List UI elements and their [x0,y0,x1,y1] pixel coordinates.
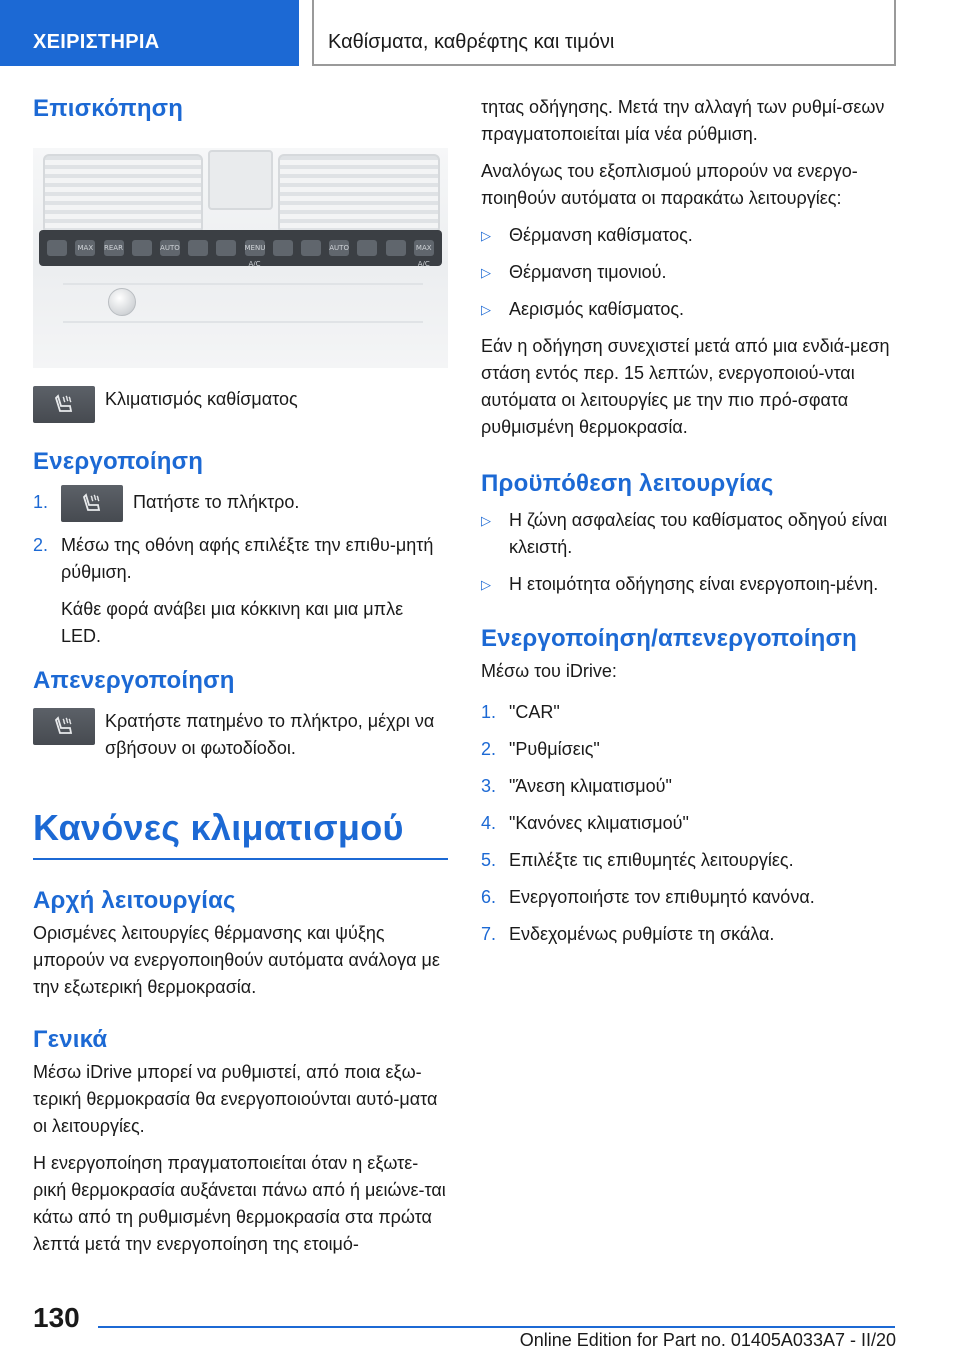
list-item-text: Θέρμανση καθίσματος. [509,225,693,245]
onoff-heading: Ενεργοποίηση/απενεργοποίηση [481,625,857,652]
panel-button: MAX [75,240,95,256]
step-number: 2. [33,535,49,555]
panel-button [132,240,152,256]
icon-caption: Κλιματισμός καθίσματος [105,389,298,409]
panel-button [216,240,236,256]
section-tab: ΧΕΙΡΙΣΤΗΡΙΑ [0,0,299,66]
activation-heading: Ενεργοποίηση [33,448,204,475]
deactivation-row [33,708,448,762]
page-number: 130 [33,1302,80,1333]
list-item [481,810,896,837]
list-item-text: Θέρμανση τιμονιού. [509,262,667,282]
principle-heading: Αρχή λειτουργίας [33,887,236,914]
step-text: "CAR" [509,702,560,722]
onoff-steps [481,699,896,948]
panel-button [188,240,208,256]
step-text: "Άνεση κλιματισμού" [509,776,672,796]
prerequisite-list [481,507,896,598]
bullet-triangle-icon: ▷ [481,577,491,592]
onoff-intro: Μέσω του iDrive: [481,661,617,681]
list-item [481,296,896,323]
panel-button: AUTO [160,240,180,256]
continuation-paragraph: Εάν η οδήγηση συνεχιστεί μετά από μια ενδιά-μεση στάση εντός περ. 15 λεπτών, ενεργοποιού-νται αυτόματα οι λειτουργίες με την πιο πρό-σφατα ρυθμισμένη θερμοκρασία. [481,336,890,437]
step-number: 6. [481,887,497,907]
panel-button [386,240,406,256]
step-text: Ενεργοποιήστε τον επιθυμητό κανόνα. [509,887,815,907]
seat-ventilation-icon [33,386,95,423]
step-text: "Ρυθμίσεις" [509,739,600,759]
right-column [481,94,896,964]
step-note: Κάθε φορά ανάβει μια κόκκινη και μια μπλε LED. [61,599,404,646]
rules-heading: Κανόνες κλιματισμού [33,807,404,848]
equipment-paragraph: Αναλόγως του εξοπλισμού μπορούν να ενεργο-ποιηθούν αυτόματα οι παρακάτω λειτουργίες: [481,161,858,208]
panel-button [273,240,293,256]
air-vent-right [278,154,440,234]
general-heading: Γενικά [33,1026,108,1053]
panel-button: MAX A/C [414,240,434,256]
left-column [33,94,448,1268]
center-display [208,150,273,210]
panel-button [357,240,377,256]
list-item-text: Αερισμός καθίσματος. [509,299,685,319]
chapter-title: Καθίσματα, καθρέφτης και τιμόνι [312,0,896,66]
list-item [481,222,896,249]
list-item-text: Η ζώνη ασφαλείας του καθίσματος οδηγού είναι κλειστή. [509,510,888,557]
seat-ventilation-icon [33,708,95,745]
list-item [481,571,896,598]
panel-button [47,240,67,256]
list-item [481,847,896,874]
page-header [0,0,960,66]
list-item [481,773,896,800]
list-item [481,259,896,286]
step-number: 1. [33,492,49,512]
bullet-triangle-icon: ▷ [481,265,491,280]
step-number: 7. [481,924,497,944]
climate-panel-photo [33,148,448,368]
climate-control-strip [39,230,442,266]
step-number: 5. [481,850,497,870]
step-number: 4. [481,813,497,833]
air-vent-left [43,154,203,234]
list-item [481,884,896,911]
prerequisite-heading: Προϋπόθεση λειτουργίας [481,470,774,497]
seat-ventilation-icon [61,485,123,522]
bullet-triangle-icon: ▷ [481,513,491,528]
continued-paragraph: τητας οδήγησης. Μετά την αλλαγή των ρυθμί-σεων πραγματοποιείται μία νέα ρύθμιση. [481,97,885,144]
list-item [33,532,448,650]
list-item-text: Η ετοιμότητα οδήγησης είναι ενεργοποιη-μένη. [509,574,879,594]
general-paragraph: Μέσω iDrive μπορεί να ρυθμιστεί, από ποια εξω-τερική θερμοκρασία θα ενεργοποιούνται αυτό-ματα οι λειτουργίες. [33,1062,438,1136]
step-text: "Κανόνες κλιματισμού" [509,813,689,833]
panel-button: REAR [104,240,124,256]
list-item [481,736,896,763]
overview-heading: Επισκόπηση [33,95,184,122]
step-text: Ενδεχομένως ρυθμίστε τη σκάλα. [509,924,775,944]
list-item [481,699,896,726]
step-text: Μέσω της οθόνη αφής επιλέξτε την επιθυ-μητή ρύθμιση. [61,535,434,582]
step-text: Πατήστε το πλήκτρο. [133,492,300,512]
general-paragraph: Η ενεργοποίηση πραγματοποιείται όταν η εξωτε-ρική θερμοκρασία αυξάνεται πάνω από ή μειώνε-ται κάτω από τη ρυθμισμένη θερμοκρασία στα πρώτα λεπτά μετά την ενεργοποίηση της ετοιμό- [33,1153,446,1254]
step-number: 1. [481,702,497,722]
deactivation-text: Κρατήστε πατημένο το πλήκτρο, μέχρι να σβήσουν οι φωτοδίοδοι. [105,711,435,758]
bullet-triangle-icon: ▷ [481,302,491,317]
edition-note: Online Edition for Part no. 01405A033A7 - II/20 [519,1330,896,1350]
panel-button [301,240,321,256]
step-number: 3. [481,776,497,796]
footer-divider [98,1326,895,1328]
panel-button: MENU A/C [245,240,265,256]
bullet-triangle-icon: ▷ [481,228,491,243]
rotary-knob [108,288,136,316]
icon-legend [33,386,448,423]
function-list [481,222,896,323]
list-item [33,489,448,522]
step-text: Επιλέξτε τις επιθυμητές λειτουργίες. [509,850,794,870]
panel-button: AUTO [329,240,349,256]
activation-steps [33,489,448,650]
principle-text: Ορισμένες λειτουργίες θέρμανσης και ψύξης μπορούν να ενεργοποιηθούν αυτόματα ανάλογα με την εξωτερική θερμοκρασία. [33,923,440,997]
step-number: 2. [481,739,497,759]
rules-heading-block [33,806,448,860]
list-item [481,921,896,948]
list-item [481,507,896,561]
deactivation-heading: Απενεργοποίηση [33,667,235,694]
page-footer [0,1290,960,1362]
